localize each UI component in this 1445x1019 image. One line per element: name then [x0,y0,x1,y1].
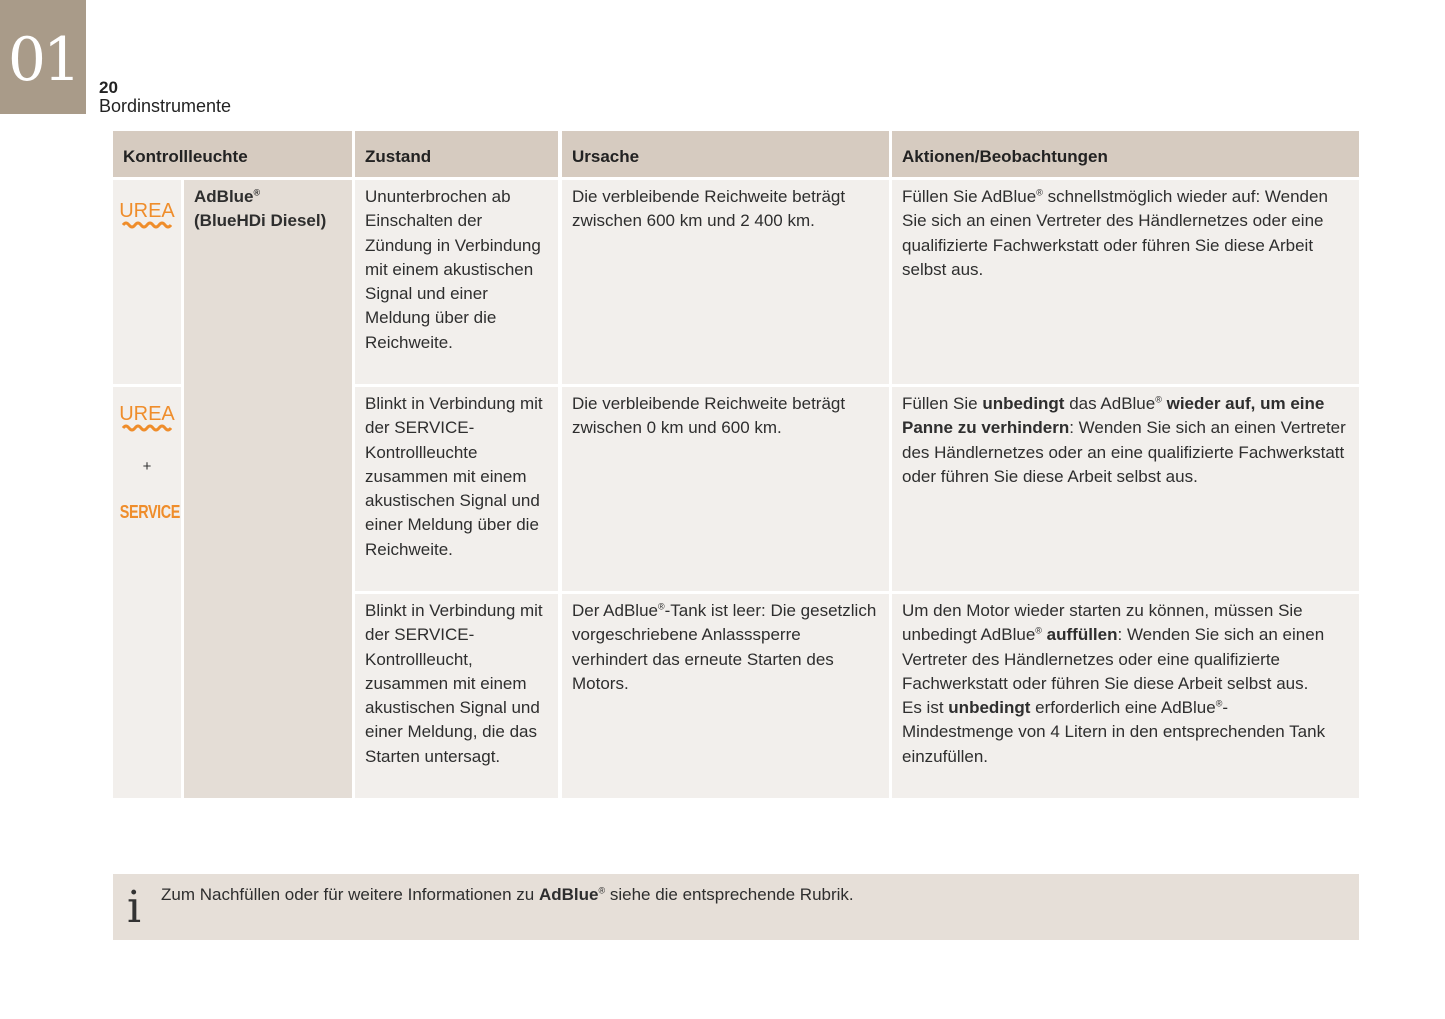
urea-wave-icon [122,221,172,229]
chapter-tab [0,0,86,114]
lamp-name: AdBlue [194,187,254,206]
column-header-zustand: Zustand [355,131,558,177]
info-box [113,874,1359,940]
lamp-name-line2: (BlueHDi Diesel) [194,211,327,231]
lamp-name-cell: AdBlue® (BlueHDi Diesel) [184,180,352,798]
column-header-aktionen: Aktionen/Beobachtungen [892,131,1359,177]
service-warning-icon: SERVICE [119,502,180,522]
page-number: 20 [99,78,118,97]
table-row-2-aktion: Füllen Sie unbedingt das AdBlue® wieder auf, um eine Panne zu verhindern: Wenden Sie sich an einen Vertreter des Händlernetzes oder an eine qualifizierte Fachwerkstatt oder führen Sie diese Arbeit selbst aus. [892,387,1359,591]
info-icon: i [127,882,142,933]
urea-warning-icon: UREA [119,200,175,222]
table-row-3-aktion: Um den Motor wieder starten zu können, müssen Sie unbedingt AdBlue® auffüllen: Wenden Sie sich an einen Vertreter des Händlernetzes oder eine qualifizierte Fachwerkstatt oder führen Sie diese Arbeit selbst aus. Es ist unbedingt erforderlich eine AdBlue®-Mindestmenge von 4 Litern in den entsprechenden Tank einzufüllen. [892,594,1359,798]
section-title: Bordinstrumente [99,96,232,116]
table-row-3-ursache: Der AdBlue®-Tank ist leer: Die gesetzlich vorgeschriebene Anlasssperre verhindert das erneute Starten des Motors. [562,594,889,798]
table-row-1-ursache: Die verbleibende Reichweite beträgt zwischen 600 km und 2 400 km. [562,180,889,384]
table-row-3-zustand: Blinkt in Verbindung mit der SERVICE-Kontrollleucht, zusammen mit einem akustischen Signal und einer Meldung, die das Starten untersagt. [355,594,558,798]
table-row-2-ursache: Die verbleibende Reichweite beträgt zwischen 0 km und 600 km. [562,387,889,591]
info-text: Zum Nachfüllen oder für weitere Informationen zu AdBlue® siehe die entsprechende Rubrik. [161,885,854,904]
chapter-number: 01 [7,25,79,95]
table-row-1-aktion: Füllen Sie AdBlue® schnellstmöglich wieder auf: Wenden Sie sich an einen Vertreter des Händlernetzes oder eine qualifizierte Fachwerkstatt oder führen Sie diese Arbeit selbst aus. [892,180,1359,384]
urea-warning-icon: UREA [119,403,175,425]
plus-sign: + [142,458,152,475]
column-header-ursache: Ursache [562,131,889,177]
table-row-2-zustand: Blinkt in Verbindung mit der SERVICE-Kontrollleuchte zusammen mit einem akustischen Signal und einer Meldung über die Reichweite. [355,387,558,591]
urea-wave-icon [122,424,172,432]
column-header-kontrollleuchte: Kontrollleuchte [113,131,352,177]
table-row-1-zustand: Ununterbrochen ab Einschalten der Zündung in Verbindung mit einem akustischen Signal und einer Meldung über die Reichweite. [355,180,558,384]
icon-cell-urea-service [113,387,181,798]
icon-cell-urea [113,180,181,384]
